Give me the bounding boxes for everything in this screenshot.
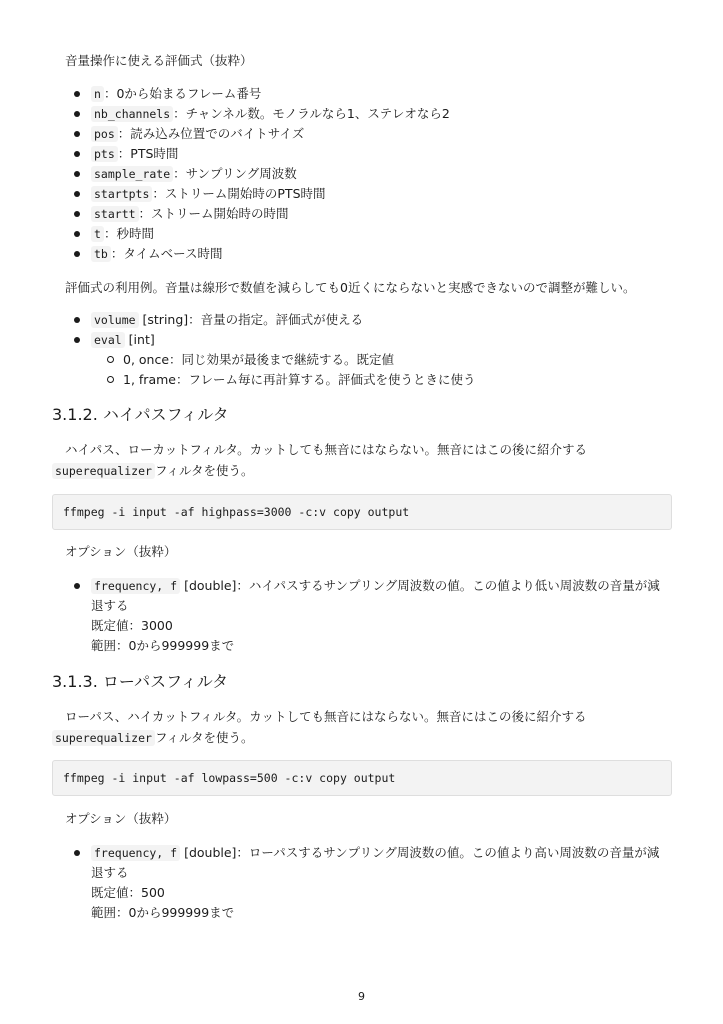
- var-desc: ：サンプリング周波数: [173, 166, 297, 181]
- highpass-option-list: [73, 576, 673, 656]
- var-desc: ：読み込み位置でのバイトサイズ: [117, 126, 305, 141]
- default-value: 既定値：3000: [91, 618, 173, 633]
- text: フィルタを使う。: [154, 463, 254, 478]
- highpass-desc-line2: [52, 462, 253, 480]
- option-code: frequency, f: [91, 845, 180, 861]
- highpass-command: ffmpeg -i input -af highpass=3000 -c:v copy output: [52, 494, 672, 530]
- list-item: [73, 204, 450, 224]
- eval-usage-text: 評価式の利用例。音量は線形で数値を減らしても0近くにならないと実感できないので調整が難しい。: [65, 280, 636, 295]
- var-desc: ：チャンネル数。モノラルなら1、ステレオなら2: [173, 106, 450, 121]
- var-desc: ：ストリーム開始時の時間: [138, 206, 289, 221]
- list-item: [73, 84, 450, 104]
- var-code: startpts: [91, 186, 152, 202]
- list-item: 0, once：同じ効果が最後まで継続する。既定値: [105, 350, 475, 370]
- text: フィルタを使う。: [154, 730, 254, 745]
- inline-code: superequalizer: [52, 463, 155, 479]
- option-desc-cont: 退する: [91, 598, 129, 613]
- var-desc: ：0から始まるフレーム番号: [103, 86, 262, 101]
- var-code: n: [91, 86, 104, 102]
- list-item: [73, 310, 363, 330]
- list-item: [73, 164, 450, 184]
- option-line: [91, 576, 673, 596]
- list-item: [73, 330, 363, 350]
- list-item: [73, 576, 673, 656]
- lowpass-heading: 3.1.3. ローパスフィルタ: [52, 672, 229, 691]
- lowpass-option-list: [73, 843, 673, 923]
- highpass-heading: 3.1.2. ハイパスフィルタ: [52, 405, 229, 424]
- range: 範囲：0から999999まで: [91, 638, 235, 653]
- list-item: [73, 184, 450, 204]
- highpass-options-heading: オプション（抜粋）: [65, 544, 177, 559]
- list-item: [73, 244, 450, 264]
- volume-option-list: [73, 310, 363, 350]
- inline-code: superequalizer: [52, 730, 155, 746]
- var-desc: ：PTS時間: [117, 146, 179, 161]
- lowpass-command: ffmpeg -i input -af lowpass=500 -c:v copy output: [52, 760, 672, 796]
- page-number: 9: [358, 990, 365, 1003]
- list-item: [73, 224, 450, 244]
- var-desc: ：秒時間: [103, 226, 154, 241]
- eval-heading: 音量操作に使える評価式（抜粋）: [65, 53, 253, 68]
- var-desc: ：タイムベース時間: [110, 246, 223, 261]
- list-item: [73, 104, 450, 124]
- eval-value-list: [105, 350, 475, 390]
- default-value: 既定値：500: [91, 885, 165, 900]
- option-desc: [double]：ローパスするサンプリング周波数の値。この値より高い周波数の音量が減: [180, 845, 660, 860]
- option-desc: [string]：音量の指定。評価式が使える: [138, 312, 364, 327]
- list-item: [73, 843, 673, 923]
- var-code: pts: [91, 146, 118, 162]
- eval-variable-list: [73, 84, 450, 264]
- option-code: frequency, f: [91, 578, 180, 594]
- var-desc: ：ストリーム開始時のPTS時間: [152, 186, 326, 201]
- range: 範囲：0から999999まで: [91, 905, 235, 920]
- lowpass-desc-line2: [52, 729, 253, 747]
- var-code: pos: [91, 126, 118, 142]
- option-desc: [int]: [124, 332, 155, 347]
- highpass-desc-line1: ハイパス、ローカットフィルタ。カットしても無音にはならない。無音にはこの後に紹介する: [65, 442, 588, 457]
- option-line: [91, 843, 673, 863]
- var-code: t: [91, 226, 104, 242]
- var-code: nb_channels: [91, 106, 173, 122]
- option-desc-cont: 退する: [91, 865, 129, 880]
- var-code: sample_rate: [91, 166, 173, 182]
- list-item: 1, frame：フレーム毎に再計算する。評価式を使うときに使う: [105, 370, 475, 390]
- option-code: eval: [91, 332, 125, 348]
- list-item: [73, 124, 450, 144]
- lowpass-desc-line1: ローパス、ハイカットフィルタ。カットしても無音にはならない。無音にはこの後に紹介する: [65, 709, 587, 724]
- var-code: tb: [91, 246, 111, 262]
- option-desc: [double]：ハイパスするサンプリング周波数の値。この値より低い周波数の音量が減: [180, 578, 660, 593]
- list-item: [73, 144, 450, 164]
- lowpass-options-heading: オプション（抜粋）: [65, 811, 177, 826]
- option-code: volume: [91, 312, 139, 328]
- var-code: startt: [91, 206, 139, 222]
